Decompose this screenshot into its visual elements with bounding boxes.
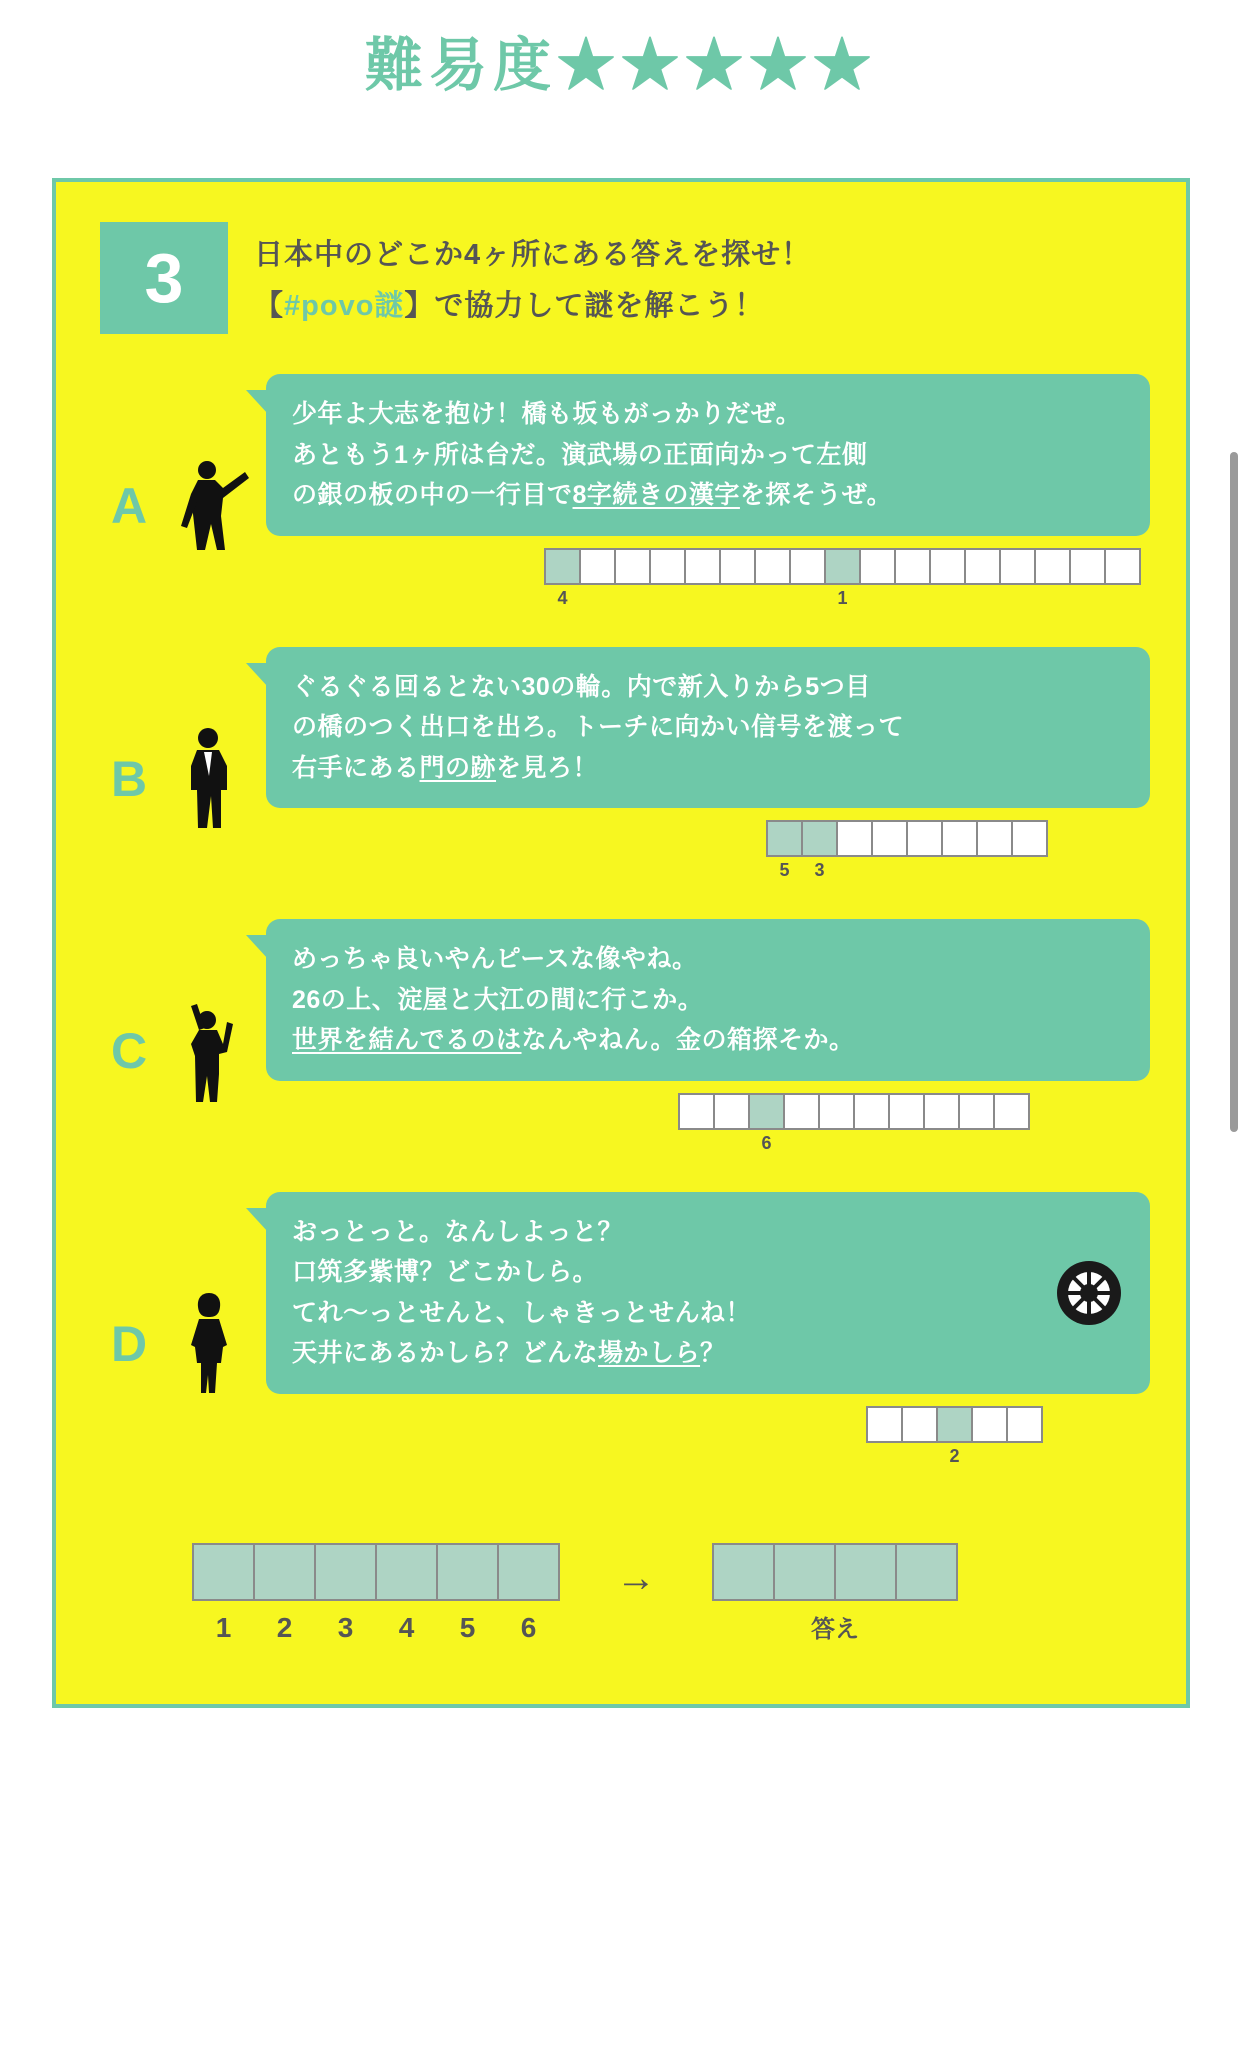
question-figure [166, 996, 252, 1106]
answer-box-index [958, 1133, 995, 1154]
answer-boxes-group [678, 1093, 1030, 1154]
answer-box-index: 3 [814, 860, 825, 880]
question-row [92, 374, 1150, 639]
answer-box-numbers [678, 1133, 1030, 1154]
answer-box[interactable] [754, 548, 791, 585]
final-left-group [192, 1543, 560, 1644]
answer-boxes-row [266, 1406, 1150, 1467]
answer-box-index [976, 860, 1013, 881]
answer-box[interactable] [853, 1093, 890, 1130]
answer-box-index [1069, 588, 1106, 609]
answer-box[interactable] [888, 1093, 925, 1130]
question-letter: C [110, 1023, 148, 1080]
question-bubble-line: 世界を結んでるのはなんやねん。金の箱探そか。 [292, 1026, 855, 1054]
question-bubble-wrap [266, 647, 1150, 912]
answer-box-index [871, 860, 908, 881]
standing-man-silhouette [177, 724, 241, 834]
answer-box-index: 6 [761, 1132, 772, 1153]
title-line2-pre: 【 [254, 289, 285, 322]
question-row [92, 1192, 1150, 1497]
dark-circle-icon [1056, 1260, 1122, 1326]
answer-box-index [901, 1446, 938, 1467]
answer-box[interactable] [719, 548, 756, 585]
final-box-index: 1 [215, 1611, 232, 1643]
question-keyword: 8字続きの漢字 [572, 481, 740, 509]
answer-box[interactable] [818, 1093, 855, 1130]
final-answer-box[interactable] [375, 1543, 438, 1601]
question-bubble-line: めっちゃ良いやんピースな像やね。 [292, 945, 698, 973]
answer-box[interactable] [871, 820, 908, 857]
answer-box[interactable] [1034, 548, 1071, 585]
final-box-index: 3 [337, 1611, 354, 1643]
question-title-block [100, 222, 1150, 334]
dark-circle-icon [1056, 1260, 1122, 1326]
answer-boxes[interactable] [544, 548, 1141, 585]
waving-man-silhouette [173, 996, 245, 1106]
answer-box-index [1034, 588, 1071, 609]
question-bubble [266, 919, 1150, 1081]
question-title-line-2 [254, 281, 811, 332]
answer-boxes[interactable] [866, 1406, 1043, 1443]
final-box-index: 6 [520, 1611, 537, 1643]
answer-box[interactable] [859, 548, 896, 585]
answer-box-index [789, 588, 826, 609]
answer-box-numbers [766, 860, 1048, 881]
question-bubble-line: 天井にあるかしら？どんな場かしら？ [292, 1339, 726, 1367]
answer-box-index [678, 1133, 715, 1154]
answer-box-index [888, 1133, 925, 1154]
final-answer-box[interactable] [497, 1543, 560, 1601]
answer-box[interactable] [649, 548, 686, 585]
page-scrollbar[interactable] [1230, 452, 1238, 1132]
question-bubble-line: の銀の板の中の一行目で8字続きの漢字を探そうぜ。 [292, 481, 893, 509]
question-bubble-line: の橋のつく出口を出ろ。トーチに向かい信号を渡って [292, 713, 905, 741]
answer-box[interactable] [801, 820, 838, 857]
answer-box-index [1104, 588, 1141, 609]
answer-box-index [818, 1133, 855, 1154]
question-letter: B [110, 750, 148, 807]
answer-box-index [906, 860, 943, 881]
answer-box[interactable] [1006, 1406, 1043, 1443]
final-result-box[interactable] [773, 1543, 836, 1601]
answer-box-index: 2 [949, 1445, 960, 1466]
answer-boxes[interactable] [766, 820, 1048, 857]
question-number-badge: 3 [100, 222, 228, 334]
answer-box-index [713, 1133, 750, 1154]
answer-box-index: 4 [557, 587, 568, 608]
arrow-icon: → [616, 1555, 656, 1600]
question-bubble-line: 口筑多紫博？どこかしら。 [292, 1258, 599, 1286]
puzzle-card [52, 178, 1190, 1708]
question-figure [166, 724, 252, 834]
answer-box-index [929, 588, 966, 609]
answer-box-numbers [866, 1446, 1043, 1467]
page-title: 難易度★★★★★ [364, 33, 877, 98]
question-figure [166, 454, 252, 558]
woman-silhouette [177, 1289, 241, 1399]
answer-box[interactable] [766, 820, 803, 857]
question-bubble-wrap [266, 919, 1150, 1184]
answer-box-index [754, 588, 791, 609]
answer-box[interactable] [999, 548, 1036, 585]
question-keyword: 世界を結んでるのは [292, 1026, 522, 1054]
answer-box[interactable] [1104, 548, 1141, 585]
answer-box[interactable] [1069, 548, 1106, 585]
final-answer-box[interactable] [253, 1543, 316, 1601]
answer-box[interactable] [824, 548, 861, 585]
answer-box-index [859, 588, 896, 609]
final-result-box[interactable] [834, 1543, 897, 1601]
answer-box[interactable] [964, 548, 1001, 585]
answer-box-index [923, 1133, 960, 1154]
answer-box[interactable] [866, 1406, 903, 1443]
question-row [92, 919, 1150, 1184]
question-bubble-line: あともう1ヶ所は台だ。演武場の正面向かって左側 [292, 440, 868, 469]
answer-box-index [999, 588, 1036, 609]
answer-box[interactable] [936, 1406, 973, 1443]
answer-box-index [836, 860, 873, 881]
question-keyword: 門の跡 [419, 753, 497, 782]
answer-box[interactable] [923, 1093, 960, 1130]
question-title-line-1: 日本中のどこか4ヶ所にある答えを探せ！ [254, 239, 812, 271]
final-right-group [712, 1543, 958, 1644]
question-bubble-line: おっとっと。なんしよっと？ [292, 1217, 624, 1246]
final-answer-caption: 答え [811, 1615, 859, 1643]
answer-box[interactable] [748, 1093, 785, 1130]
final-answer-boxes[interactable] [712, 1543, 958, 1601]
question-bubble [266, 647, 1150, 809]
question-figure [166, 1289, 252, 1399]
final-box-index: 5 [459, 1611, 476, 1643]
question-bubble-line: 少年よ大志を抱け！橋も坂もがっかりだぜ。 [292, 400, 802, 428]
question-letter: D [110, 1316, 148, 1372]
question-title-lines [254, 222, 811, 332]
answer-box[interactable] [906, 820, 943, 857]
question-bubble [266, 1192, 1150, 1394]
answer-box[interactable] [579, 548, 616, 585]
answer-boxes-row [266, 820, 1150, 881]
answer-box-numbers [544, 588, 1141, 609]
answer-boxes-group [766, 820, 1048, 881]
answer-box-index [579, 588, 616, 609]
answer-box-index [853, 1133, 890, 1154]
answer-box[interactable] [901, 1406, 938, 1443]
answer-box[interactable] [713, 1093, 750, 1130]
answer-box-index [783, 1133, 820, 1154]
questions-container [92, 374, 1150, 1497]
question-bubble-line: 26の上、淀屋と大江の間に行こか。 [292, 985, 704, 1014]
answer-boxes[interactable] [678, 1093, 1030, 1130]
answer-box[interactable] [941, 820, 978, 857]
question-bubble-line: 右手にある門の跡を見ろ！ [292, 753, 599, 782]
answer-box[interactable] [976, 820, 1013, 857]
question-bubble-line: ぐるぐる回るとない30の輪。内で新入りから5つ目 [292, 672, 871, 701]
pointing-man-silhouette [167, 454, 251, 558]
question-bubble-wrap [266, 1192, 1150, 1497]
answer-box-index [649, 588, 686, 609]
answer-box-index: 5 [779, 860, 790, 880]
answer-box[interactable] [971, 1406, 1008, 1443]
answer-box[interactable] [836, 820, 873, 857]
final-box-index: 2 [276, 1611, 293, 1643]
answer-box[interactable] [783, 1093, 820, 1130]
final-answer-row [92, 1543, 1150, 1644]
final-box-index: 4 [398, 1611, 415, 1643]
answer-box[interactable] [993, 1093, 1030, 1130]
question-bubble-line: てれ〜っとせんと、しゃきっとせんね！ [292, 1298, 752, 1327]
final-left-boxes[interactable] [192, 1543, 560, 1601]
answer-boxes-group [544, 548, 1141, 609]
answer-box-index [941, 860, 978, 881]
title-line2-hashtag: #povo謎 [284, 289, 405, 322]
final-answer-box[interactable] [436, 1543, 499, 1601]
answer-box-index [1011, 860, 1048, 881]
final-result-box[interactable] [895, 1543, 958, 1601]
answer-box-index [964, 588, 1001, 609]
answer-boxes-row [266, 548, 1150, 609]
answer-box[interactable] [958, 1093, 995, 1130]
answer-box[interactable] [544, 548, 581, 585]
answer-box[interactable] [684, 548, 721, 585]
answer-box-index [719, 588, 756, 609]
answer-box[interactable] [789, 548, 826, 585]
answer-box-index [894, 588, 931, 609]
question-keyword: 場かしら [598, 1339, 701, 1367]
answer-boxes-group [866, 1406, 1043, 1467]
answer-box[interactable] [894, 548, 931, 585]
answer-box[interactable] [929, 548, 966, 585]
answer-box-index [1006, 1446, 1043, 1467]
answer-box[interactable] [1011, 820, 1048, 857]
answer-box-index [614, 588, 651, 609]
answer-box-index [684, 588, 721, 609]
answer-box-index: 1 [837, 587, 848, 608]
question-bubble-wrap [266, 374, 1150, 639]
answer-box-index [866, 1446, 903, 1467]
page-header [0, 0, 1242, 116]
answer-box[interactable] [678, 1093, 715, 1130]
question-letter: A [110, 478, 148, 535]
final-answer-box[interactable] [314, 1543, 377, 1601]
final-left-numbers [192, 1604, 560, 1644]
question-row [92, 647, 1150, 912]
answer-box-index [993, 1133, 1030, 1154]
final-result-box[interactable] [712, 1543, 775, 1601]
question-bubble [266, 374, 1150, 536]
final-answer-box[interactable] [192, 1543, 255, 1601]
answer-box-index [971, 1446, 1008, 1467]
answer-box[interactable] [614, 548, 651, 585]
answer-boxes-row [266, 1093, 1150, 1154]
title-line2-post: 】で協力して謎を解こう！ [404, 289, 765, 322]
